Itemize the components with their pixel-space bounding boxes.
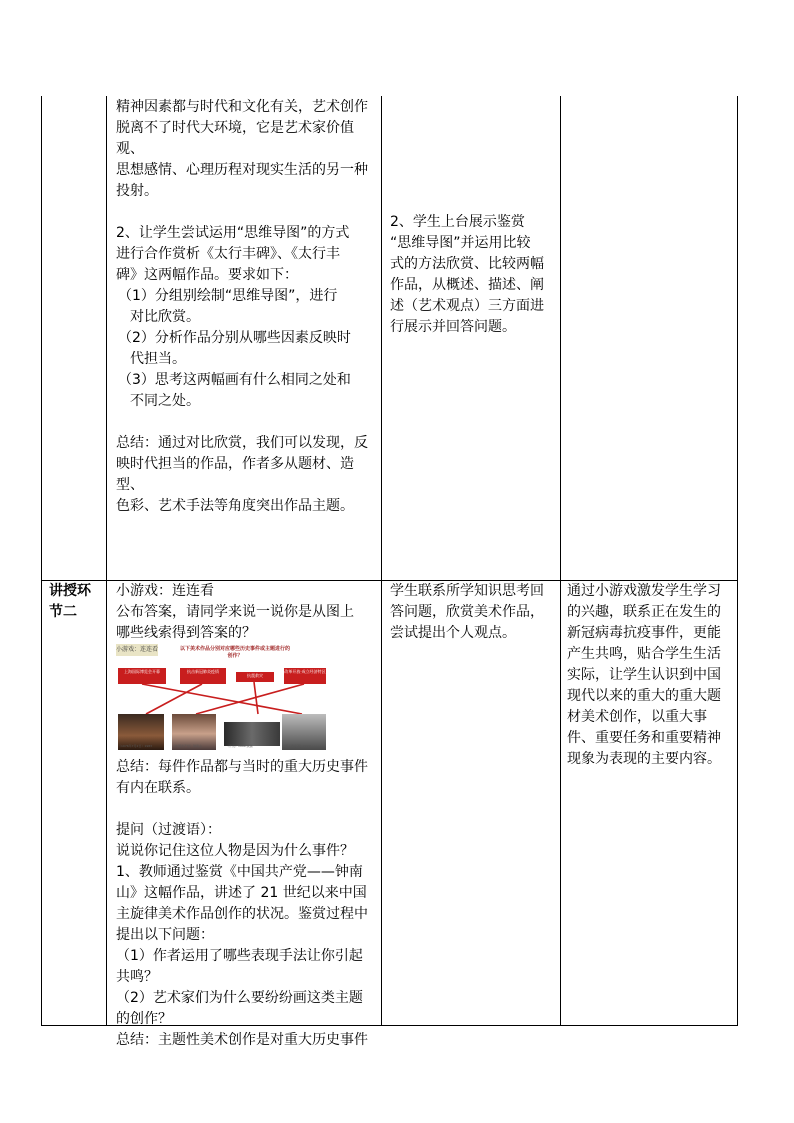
answer-box: 上海国际博览会开幕 xyxy=(118,668,166,684)
text-line: 2、学生上台展示鉴赏 xyxy=(390,214,525,230)
artwork-caption: 《开荒》1999 版画 xyxy=(226,744,253,748)
text-line: 进行合作赏析《太行丰碑》、《太行丰 xyxy=(116,246,340,262)
teacher-activity-bottom-a xyxy=(116,581,378,644)
text-line: 述（艺术观点）三方面进 xyxy=(390,298,544,314)
text-line: 尝试提出个人观点。 xyxy=(390,625,516,641)
text-line: 思想感情、心理历程对现实生活的另一种 xyxy=(116,162,368,178)
text-line: 答问题，欣赏美术作品， xyxy=(390,604,544,620)
artwork-image-3 xyxy=(224,722,280,746)
text-line: 不同之处。 xyxy=(130,393,200,409)
text-line: （3）思考这两幅画有什么相同之处和 xyxy=(118,372,351,388)
teacher-activity-top xyxy=(116,97,378,517)
text-line: 现代以来的重大的重大题 xyxy=(567,688,721,704)
text-line: 实际，让学生认识到中国 xyxy=(567,667,721,683)
text-line: 式的方法欣赏、比较两幅 xyxy=(390,256,544,272)
text-line: 提出以下问题： xyxy=(116,927,214,943)
text-line: 通过小游戏激发学生学习 xyxy=(567,583,721,599)
text-line: 小游戏：连连看 xyxy=(116,583,214,599)
game-tag: 小游戏：连连看 xyxy=(116,644,158,656)
game-slide-thumbnail xyxy=(116,644,330,756)
column-divider-1 xyxy=(106,96,107,1026)
text-line: 说说你记住这位人物是因为什么事件？ xyxy=(116,843,354,859)
text-line: （1）分组别绘制“思维导图”，进行 xyxy=(118,288,338,304)
text-line: 提问（过渡语）： xyxy=(116,822,221,838)
text-line: 行展示并回答问题。 xyxy=(390,319,516,335)
text-line: 的创作？ xyxy=(116,1011,172,1027)
table-border-right xyxy=(737,96,738,1026)
design-intent-bottom xyxy=(567,581,737,770)
text-line: 新冠病毒抗疫事件，更能 xyxy=(567,625,721,641)
text-line: 总结：每件作品都与当时的重大历史事件 xyxy=(116,759,368,775)
text-line: 精神因素都与时代和文化有关，艺术创作 xyxy=(116,99,368,115)
text-line: 学生联系所学知识思考回 xyxy=(390,583,544,599)
text-line: 1、教师通过鉴赏《中国共产党——钟南 xyxy=(116,864,363,880)
text-line: 映时代担当的作品，作者多从题材、造型、 xyxy=(116,456,354,493)
answer-box: 抗击新冠肺炎疫情 xyxy=(180,668,226,684)
text-line: 总结：主题性美术创作是对重大历史事件 xyxy=(116,1032,368,1048)
text-line: 材美术创作，以重大事 xyxy=(567,709,707,725)
artwork-caption: 《春天的故事》1997 xyxy=(282,744,311,748)
text-line: 色彩、艺术手法等角度突出作品主题。 xyxy=(116,498,354,514)
text-line: 投射。 xyxy=(116,183,158,199)
game-question: 以下美术作品分别对应哪些历史事件或主题进行的创作？ xyxy=(180,646,291,659)
column-divider-3 xyxy=(560,96,561,1026)
column-divider-2 xyxy=(381,96,382,1026)
text-line: 讲授环 xyxy=(49,583,91,599)
text-line: 主旋律美术作品创作的状况。鉴赏过程中 xyxy=(116,906,368,922)
answer-box: 抗震救灾 xyxy=(236,672,274,682)
text-line: 共鸣？ xyxy=(116,969,158,985)
text-line: 2、让学生尝试运用“思维导图”的方式 xyxy=(116,225,350,241)
match-line xyxy=(146,684,202,714)
match-line xyxy=(142,684,302,714)
text-line: 有内在联系。 xyxy=(116,780,200,796)
text-line: 作品，从概述、描述、阐 xyxy=(390,277,544,293)
text-line: 山》这幅作品，讲述了 21 世纪以来中国 xyxy=(116,885,367,901)
section-label xyxy=(49,581,105,623)
text-line: 总结：通过对比欣赏，我们可以发现，反 xyxy=(116,435,368,451)
text-line: （2）分析作品分别从哪些因素反映时 xyxy=(118,330,351,346)
teacher-activity-bottom-b xyxy=(116,757,378,1051)
student-activity-top xyxy=(390,212,558,338)
text-line: 脱离不了时代大环境，它是艺术家价值观、 xyxy=(116,120,354,157)
text-line: 的兴趣，联系正在发生的 xyxy=(567,604,721,620)
text-line: 哪些线索得到答案的？ xyxy=(116,625,256,641)
text-line: 产生共鸣，贴合学生生活 xyxy=(567,646,721,662)
student-activity-bottom xyxy=(390,581,558,644)
text-line: 碑》这两幅作品。要求如下： xyxy=(116,267,298,283)
text-line: “思维导图”并运用比较 xyxy=(390,235,531,251)
table-border-left xyxy=(41,96,42,1026)
text-line: 公布答案，请同学来说一说你是从图上 xyxy=(116,604,354,620)
text-line: 件、重要任务和重要精神 xyxy=(567,730,721,746)
match-line xyxy=(196,684,304,714)
text-line: （2）艺术家们为什么要纷纷画这类主题 xyxy=(116,990,363,1006)
artwork-caption: 《1976年7月2日》1983 xyxy=(118,744,153,748)
answer-box: 改革开放·成立经济特区 xyxy=(284,668,326,684)
text-line: 节二 xyxy=(49,604,77,620)
text-line: 对比欣赏。 xyxy=(130,309,200,325)
text-line: （1）作者运用了哪些表现手法让你引起 xyxy=(116,948,363,964)
text-line: 现象为表现的主要内容。 xyxy=(567,751,721,767)
text-line: 代担当。 xyxy=(130,351,186,367)
artwork-caption: 《中国共产党》钟南山 xyxy=(172,744,203,748)
